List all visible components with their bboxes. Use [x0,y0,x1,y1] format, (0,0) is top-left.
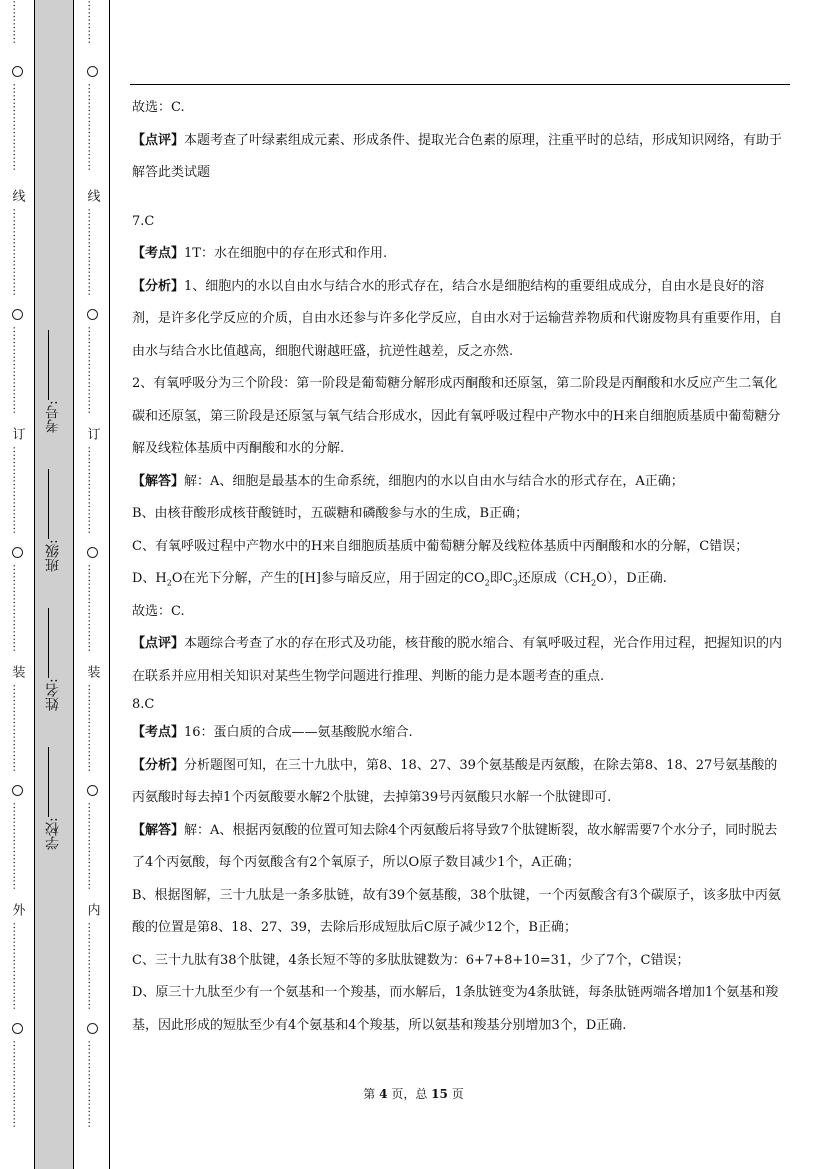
exam-point-tag: 【考点】 [132,246,185,261]
analysis-text: 分析题图可知，在三十九肽中，第8、18、27、39个氨基酸是丙氨酸，在除去第8、18、27号氨基酸的丙氨酸时每去掉1个丙氨酸要水解2个肽键，去掉第39号丙氨酸只水解一个肽键即可. [132,757,778,805]
subscript: 2 [591,578,597,588]
text-run: O在光下分解，产生的[H]参与暗反应，用于固定的CO [171,571,485,586]
comment-paragraph [132,628,790,693]
school-field[interactable] [43,747,63,850]
exam-point-text: 1T：水在细胞中的存在形式和作用. [184,246,388,261]
number-label: 考号: [45,400,61,433]
dotted-line: …………………… [10,208,24,296]
solution-option: C、三十九肽有38个肽键，4条长短不等的多肽肽键数为：6+7+8+10=31，少了7个，C错误； [132,952,690,968]
comment-paragraph [132,125,790,190]
dotted-line: …………………… [85,83,99,171]
binding-circle [87,547,98,558]
dotted-line: …………………… [10,802,24,890]
dotted-line: …………………… [10,922,24,1010]
class-label: 班级: [45,539,61,572]
solution-option: D、原三十九肽至少有一个氨基和一个羧基，而水解后，1条肽链变为4条肽链，每条肽链两端各增加1个氨基和羧基，因此形成的短肽至少有4个氨基和4个羧基，所以氨基和羧基分别增加3个，D正确. [132,985,779,1033]
footer-mid: 页，总 [391,1087,428,1101]
comment-tag: 【点评】 [132,636,185,651]
subscript: 2 [484,578,490,588]
dotted-line: …………………… [85,326,99,414]
binding-char-wai: 外 [9,903,25,916]
dotted-line: ………… [10,0,24,44]
exam-point [132,717,790,750]
analysis-tag: 【分析】 [132,278,185,294]
exam-point [132,238,790,271]
subscript: 2 [166,578,172,588]
dotted-line: …………………… [85,684,99,772]
binding-circle [87,1023,98,1034]
page-footer [0,1085,827,1102]
solution-paragraph [132,815,790,880]
analysis-paragraph [132,271,790,369]
dotted-line: …………………… [10,83,24,171]
binding-char-xian: 线 [9,189,25,202]
text-run: D、H [132,571,167,586]
analysis-paragraph: 2、有氧呼吸分为三个阶段：第一阶段是葡萄糖分解形成丙酮酸和还原氢，第二阶段是丙酮酸和水反应产生二氧化碳和还原氢，第三阶段是还原氢与氧气结合形成水，因此有氧呼吸过程中产物水中的H来自细胞质基质中葡萄糖分解及线粒体基质中丙酮酸和水的分解. [132,376,781,456]
binding-circle [12,309,23,320]
dotted-line: …………………… [85,208,99,296]
dotted-line: …………………… [85,922,99,1010]
binding-circle [87,785,98,796]
binding-circle [87,66,98,77]
name-field[interactable] [43,608,63,711]
inner-binding-column [83,0,101,1169]
comment-text: 本题综合考查了水的存在形式及功能，核苷酸的脱水缩合、有氧呼吸过程，光合作用过程，把握知识的内在联系并应用相关知识对某些生物学问题进行推理、判断的能力是本题考查的重点. [132,636,783,684]
analysis-text: 1、细胞内的水以自由水与结合水的形式存在，结合水是细胞结构的重要组成成分，自由水是良好的溶剂，是许多化学反应的介质，自由水还参与许多化学反应，自由水对于运输营养物质和代谢废物具有重要作用，自由水与结合水比值越高，细胞代谢越旺盛，抗逆性越差，反之亦然. [132,278,783,359]
dotted-line: …………………… [85,1040,99,1128]
solution-tag: 【解答】 [132,473,185,489]
binding-circle [12,1023,23,1034]
solution-option: B、根据图解，三十九肽是一条多肽链，故有39个氨基酸，38个肽键，一个丙氨酸含有3个碳原子，该多肽中丙氨酸的位置是第8、18、27、39，去除后形成短肽后C原子减少12个，B正确； [132,887,781,935]
dotted-line: …………………… [10,1040,24,1128]
question-number: 7.C [132,213,155,229]
answer-line: 故选：C. [132,100,185,115]
text-run: 即C [489,571,513,586]
number-field[interactable] [43,330,63,433]
outer-binding-margin [0,0,34,1169]
student-info-fields [39,330,67,850]
name-label: 姓名: [45,678,61,711]
solution-option: C、有氧呼吸过程中产物水中的H来自细胞质基质中葡萄糖分解及线粒体基质中丙酮酸和水的分解，C错误； [132,538,749,554]
solution-tag: 【解答】 [132,822,185,838]
analysis-paragraph [132,750,790,815]
comment-text: 本题考查了叶绿素组成元素、形成条件、提取光合色素的原理，注重平时的总结，形成知识网络，有助于解答此类试题 [132,132,783,180]
binding-circle [87,309,98,320]
header-rule [130,84,790,85]
solution-option: B、由核苷酸形成核苷酸链时，五碳糖和磷酸参与水的生成，B正确； [132,506,529,521]
analysis-tag: 【分析】 [132,757,185,773]
comment-tag: 【点评】 [132,132,185,148]
dotted-line: …………………… [10,446,24,534]
answer-content [132,92,790,1042]
binding-circle [12,66,23,77]
dotted-line: ………… [85,0,99,44]
solution-text: 解：A、细胞是最基本的生命系统，细胞内的水以自由水与结合水的形式存在，A正确； [184,473,684,489]
total-pages: 15 [431,1087,448,1101]
solution-text: 解：A、根据丙氨酸的位置可知去除4个丙氨酸后将导致7个肽键断裂，故水解需要7个水分子，同时脱去了4个丙氨酸，每个丙氨酸含有2个氧原子，所以O原子数目减少1个，A正确； [132,822,778,870]
class-field[interactable] [43,469,63,572]
binding-char-ding: 订 [9,427,25,440]
inner-binding-margin [74,0,110,1169]
text-run: O），D正确. [596,571,667,586]
dotted-line: …………………… [10,326,24,414]
dotted-line: …………………… [85,446,99,534]
exam-point-text: 16：蛋白质的合成——氨基酸脱水缩合. [184,725,413,740]
footer-prefix: 第 [363,1087,376,1101]
outer-binding-column [8,0,26,1169]
binding-circle [12,547,23,558]
binding-char-nei: 内 [84,903,100,916]
subscript: 3 [512,578,518,588]
binding-char-zhuang: 装 [84,665,100,678]
question-number: 8.C [132,697,155,712]
binding-circle [12,785,23,796]
text-run: 还原成（CH [517,571,592,586]
answer-line: 故选：C. [132,603,185,619]
binding-char-xian: 线 [84,189,100,202]
page-number: 4 [379,1087,388,1101]
dotted-line: …………………… [85,564,99,652]
binding-char-ding: 订 [84,427,100,440]
solution-option [132,563,790,596]
dotted-line: …………………… [85,802,99,890]
school-label: 学校: [45,817,61,850]
student-info-strip [34,0,74,1169]
dotted-line: …………………… [10,684,24,772]
binding-char-zhuang: 装 [9,665,25,678]
dotted-line: …………………… [10,564,24,652]
solution-paragraph [132,466,790,499]
exam-point-tag: 【考点】 [132,725,185,740]
footer-suffix: 页 [451,1087,464,1101]
